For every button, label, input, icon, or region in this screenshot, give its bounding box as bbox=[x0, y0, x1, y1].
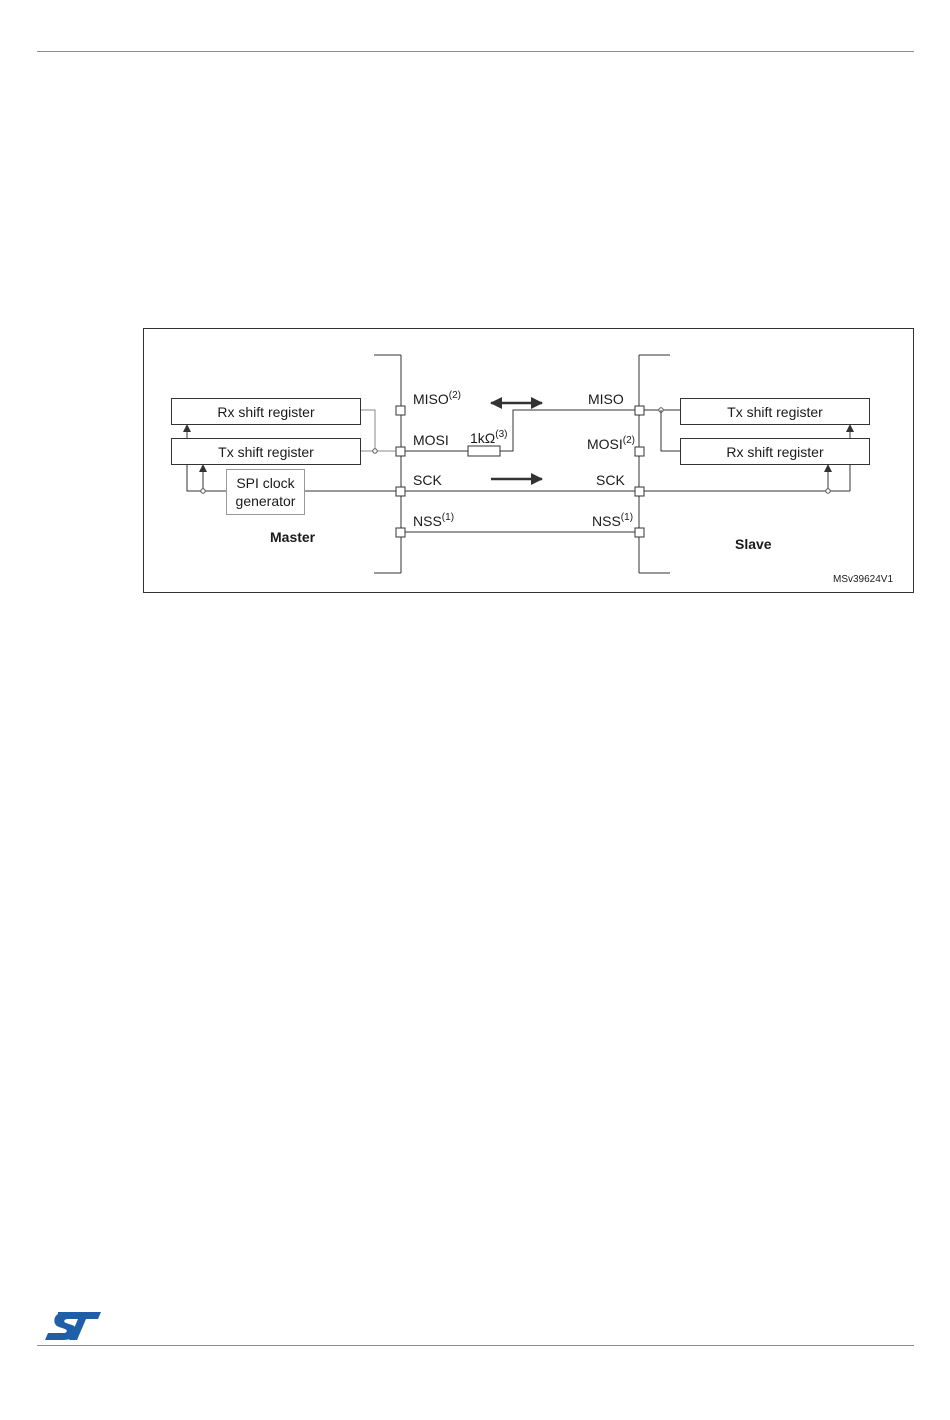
st-logo-icon bbox=[44, 1311, 102, 1341]
master-miso-pin bbox=[396, 406, 405, 415]
slave-nss-note: (1) bbox=[620, 512, 634, 523]
master-rx-shift-register: Rx shift register bbox=[171, 398, 361, 425]
resistor-value: 1kΩ bbox=[470, 430, 496, 446]
spi-clock-generator bbox=[226, 469, 305, 515]
master-nss-text: NSS bbox=[413, 513, 442, 529]
master-nss-note: (1) bbox=[441, 512, 455, 523]
slave-nss-text: NSS bbox=[592, 513, 621, 529]
master-tx-shift-register: Tx shift register bbox=[171, 438, 361, 465]
master-miso-note: (2) bbox=[448, 390, 462, 401]
master-title: Master bbox=[270, 529, 316, 545]
slave-rx-shift-register: Rx shift register bbox=[680, 438, 870, 465]
figure-id: MSv39624V1 bbox=[833, 574, 894, 585]
master-mosi-text: MOSI bbox=[413, 432, 449, 448]
master-chip-edge bbox=[374, 355, 401, 573]
slave-sck-label bbox=[596, 472, 625, 488]
master-rx-link bbox=[361, 410, 375, 451]
slave-miso-to-rx bbox=[661, 410, 680, 451]
master-mosi-label bbox=[413, 432, 449, 448]
slave-mosi-text: MOSI bbox=[587, 436, 623, 452]
slave-mosi-pin bbox=[635, 447, 644, 456]
master-mosi-pin bbox=[396, 447, 405, 456]
slave-miso-pin bbox=[635, 406, 644, 415]
master-nss-pin bbox=[396, 528, 405, 537]
slave-miso-label bbox=[588, 391, 624, 407]
master-nss-label bbox=[413, 513, 454, 529]
master-sck-label bbox=[413, 472, 442, 488]
header-rule bbox=[37, 51, 914, 52]
master-sck-pin bbox=[396, 487, 405, 496]
slave-miso-text: MISO bbox=[588, 391, 624, 407]
slave-sck-text: SCK bbox=[596, 472, 625, 488]
footer-rule bbox=[37, 1345, 914, 1346]
clock-generator-line1: SPI clock bbox=[236, 475, 295, 491]
slave-nss-pin bbox=[635, 528, 644, 537]
slave-sck-pin bbox=[635, 487, 644, 496]
slave-chip-edge bbox=[639, 355, 670, 573]
resistor-label bbox=[470, 430, 508, 446]
slave-mosi-note: (2) bbox=[622, 435, 636, 446]
clock-generator-line2: generator bbox=[235, 493, 296, 509]
resistor-note: (3) bbox=[495, 429, 508, 440]
spi-connection-diagram bbox=[143, 328, 914, 593]
master-miso-label bbox=[413, 391, 461, 407]
master-miso-text: MISO bbox=[413, 391, 449, 407]
slave-nss-label bbox=[592, 513, 633, 529]
slave-title: Slave bbox=[735, 536, 772, 552]
master-sck-text: SCK bbox=[413, 472, 442, 488]
slave-tx-shift-register: Tx shift register bbox=[680, 398, 870, 425]
resistor-1k bbox=[468, 446, 500, 456]
slave-mosi-label bbox=[587, 436, 635, 452]
